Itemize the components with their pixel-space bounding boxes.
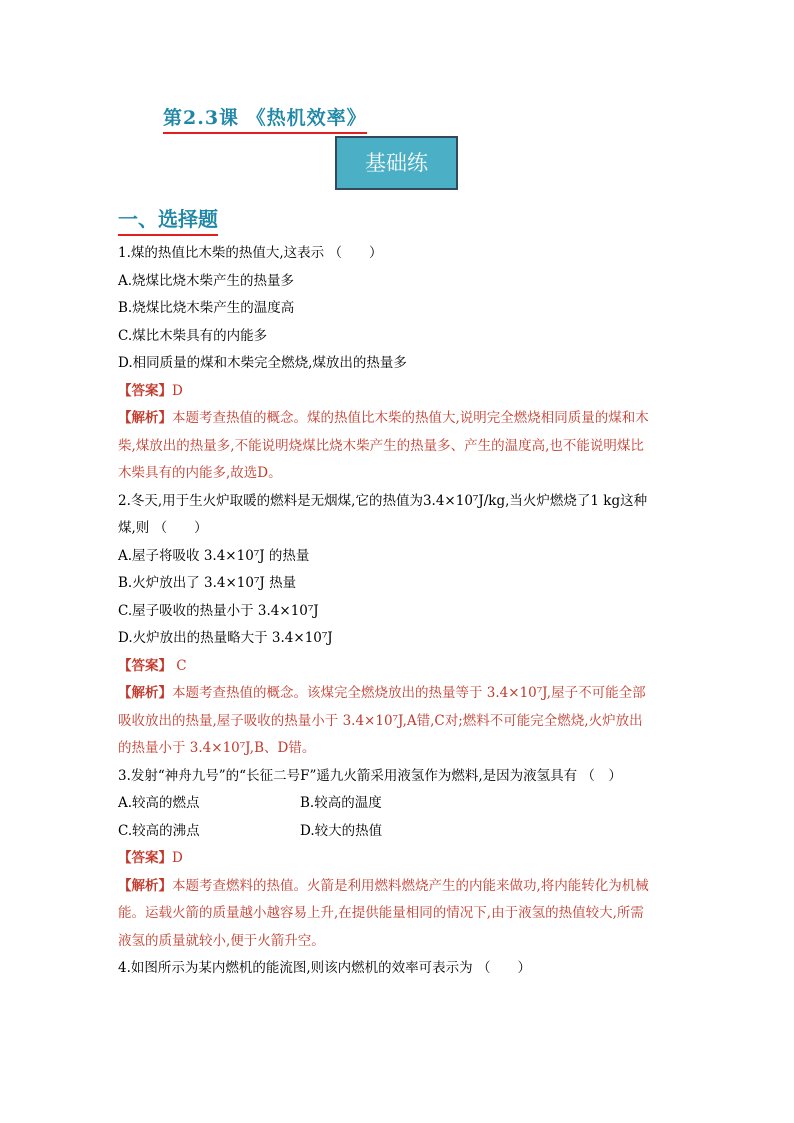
- lesson-title: 第2.3课 《热机效率》: [163, 103, 367, 134]
- analysis-text: 本题考查燃料的热值。火箭是利用燃料燃烧产生的内能来做功,将内能转化为机械: [172, 877, 649, 894]
- option-b: B.较高的温度: [300, 795, 382, 811]
- question-stem: 1.煤的热值比木柴的热值大,这表示 （ ）: [118, 245, 383, 261]
- level-badge: 基础练: [335, 136, 458, 190]
- option-d: D.火炉放出的热量略大于 3.4×10⁷J: [118, 630, 333, 646]
- question-1: [118, 240, 678, 488]
- option-a: A.较高的燃点: [118, 795, 200, 811]
- option-a: A.烧煤比烧木柴产生的热量多: [118, 272, 295, 289]
- answer-label: 【答案】: [118, 382, 172, 399]
- answer-line: [118, 653, 678, 681]
- analysis-line: 液氢的质量就较小,便于火箭升空。: [118, 932, 325, 949]
- option-row: [118, 790, 678, 818]
- analysis-line: [118, 873, 678, 901]
- analysis-line: 的热量小于 3.4×10⁷J,B、D错。: [118, 740, 316, 756]
- option-c: C.煤比木柴具有的内能多: [118, 327, 268, 344]
- analysis-line: [118, 680, 678, 708]
- option-row: [118, 818, 678, 846]
- question-stem: 2.冬天,用于生火炉取暖的燃料是无烟煤,它的热值为3.4×10⁷J/kg,当火炉燃烧了1 kg这种: [118, 492, 648, 509]
- answer-label: 【答案】: [118, 657, 172, 674]
- answer-line: [118, 845, 678, 873]
- option-a: A.屋子将吸收 3.4×10⁷J 的热量: [118, 547, 310, 564]
- question-2: [118, 488, 678, 763]
- question-3: [118, 763, 678, 956]
- answer-line: [118, 378, 678, 406]
- answer-value: C: [172, 657, 187, 674]
- question-list: [118, 240, 678, 983]
- answer-label: 【答案】: [118, 850, 172, 866]
- question-4: [118, 955, 678, 983]
- analysis-line: 柴,煤放出的热量多,不能说明烧煤比烧木柴产生的热量多、产生的温度高,也不能说明煤比: [118, 437, 644, 454]
- analysis-label: 【解析】: [118, 877, 172, 894]
- section-heading: 一、选择题: [118, 203, 218, 236]
- option-b: B.烧煤比烧木柴产生的温度高: [118, 300, 295, 316]
- analysis-line: 木柴具有的内能多,故选D。: [118, 465, 282, 481]
- answer-value: D: [172, 382, 183, 399]
- analysis-text: 本题考查热值的概念。煤的热值比木柴的热值大,说明完全燃烧相同质量的煤和木: [172, 410, 649, 426]
- analysis-label: 【解析】: [118, 410, 172, 426]
- option-d: D.相同质量的煤和木柴完全燃烧,煤放出的热量多: [118, 355, 407, 371]
- analysis-line: [118, 405, 678, 433]
- analysis-line: 能。运载火箭的质量越小越容易上升,在提供能量相同的情况下,由于液氢的热值较大,所需: [118, 905, 644, 921]
- option-b: B.火炉放出了 3.4×10⁷J 热量: [118, 575, 297, 591]
- option-c: C.较高的沸点: [118, 822, 200, 839]
- question-stem: 3.发射“神舟九号”的“长征二号F”遥九火箭采用液氢作为燃料,是因为液氢具有 （ ）: [118, 767, 622, 784]
- option-c: C.屋子吸收的热量小于 3.4×10⁷J: [118, 602, 319, 619]
- option-d: D.较大的热值: [300, 822, 383, 839]
- question-stem: 4.如图所示为某内燃机的能流图,则该内燃机的效率可表示为 （ ）: [118, 960, 531, 976]
- question-stem: 煤,则 （ ）: [118, 520, 208, 536]
- analysis-text: 本题考查热值的概念。该煤完全燃烧放出的热量等于 3.4×10⁷J,屋子不可能全部: [172, 685, 646, 701]
- answer-value: D: [172, 850, 183, 866]
- analysis-label: 【解析】: [118, 685, 172, 701]
- analysis-line: 吸收放出的热量,屋子吸收的热量小于 3.4×10⁷J,A错,C对;燃料不可能完全燃烧,火炉放出: [118, 712, 643, 729]
